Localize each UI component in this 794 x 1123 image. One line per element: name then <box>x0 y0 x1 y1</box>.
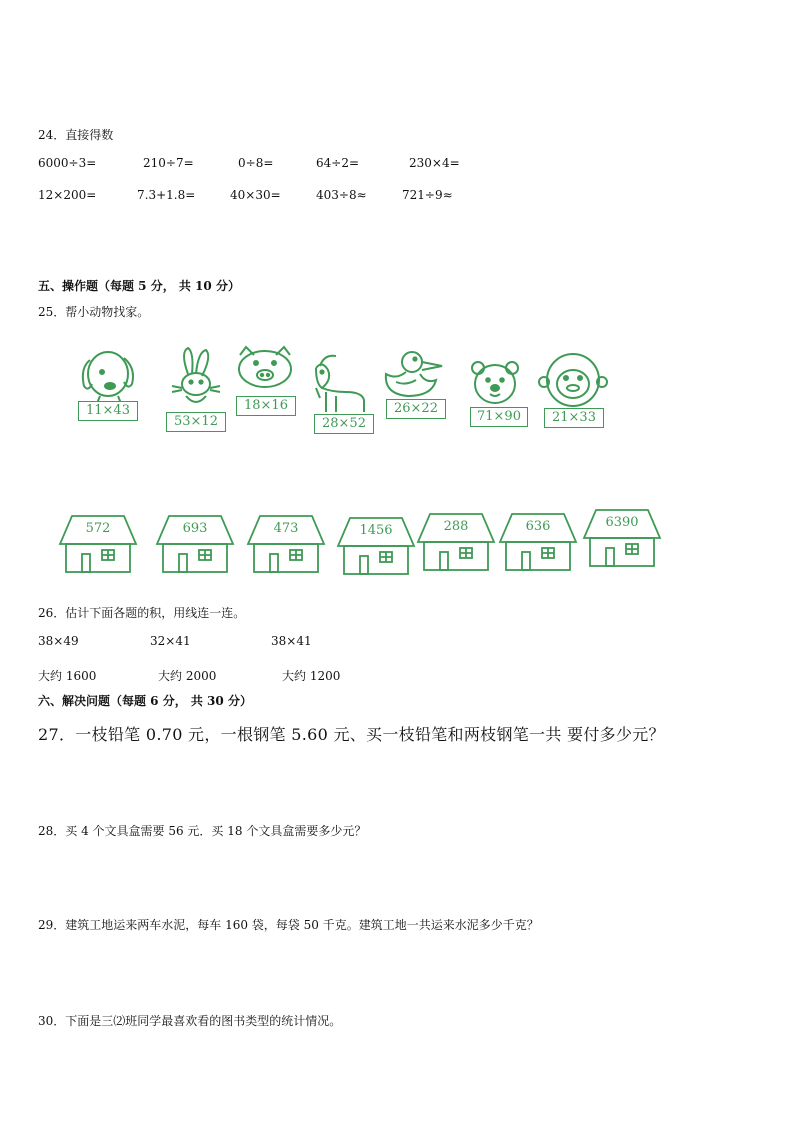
q29-text: 29．建筑工地运来两车水泥，每车 160 袋，每袋 50 千克。建筑工地一共运来水泥多少千克？ <box>38 918 539 932</box>
q24-item: 40×30= <box>230 188 281 202</box>
q24-item: 230×4= <box>409 156 460 170</box>
q26-estimate: 大约 1600 <box>38 669 97 683</box>
house-icon <box>416 512 496 572</box>
house-number: 473 <box>273 521 299 536</box>
animal-sign: 18×16 <box>236 396 296 416</box>
section-title: 六、解决问题（每题 6 分， 共 30 分） <box>38 694 252 708</box>
q24-item: 210÷7= <box>143 156 194 170</box>
q25-title: 25．帮小动物找家。 <box>38 305 150 319</box>
animal-sign: 28×52 <box>314 414 374 434</box>
house-number: 6390 <box>605 515 639 530</box>
house-number: 693 <box>182 521 208 536</box>
house-number: 288 <box>443 519 469 534</box>
q26-expr: 38×41 <box>271 634 312 648</box>
house-number: 636 <box>525 519 551 534</box>
house-number: 572 <box>85 521 111 536</box>
duck-icon <box>382 348 448 402</box>
q24-item: 0÷8= <box>238 156 274 170</box>
q24-item: 64÷2= <box>316 156 360 170</box>
q26-estimate: 大约 1200 <box>282 669 341 683</box>
animal-sign: 71×90 <box>470 407 528 427</box>
q26-estimate: 大约 2000 <box>158 669 217 683</box>
house-icon <box>58 514 138 574</box>
q26-title: 26．估计下面各题的积，用线连一连。 <box>38 606 246 620</box>
house-icon <box>336 516 416 576</box>
q24-title: 24．直接得数 <box>38 128 114 142</box>
bear-icon <box>468 358 522 408</box>
q27-text: 27．一枝铅笔 0.70 元，一根钢笔 5.60 元、买一枝铅笔和两枝钢笔一共 要付多少元？ <box>38 725 665 744</box>
monkey-icon <box>538 352 608 410</box>
q26-expr: 38×49 <box>38 634 79 648</box>
q30-text: 30．下面是三⑵班同学最喜欢看的图书类型的统计情况。 <box>38 1014 342 1028</box>
animal-sign: 21×33 <box>544 408 604 428</box>
goat-icon <box>306 352 372 414</box>
q24-item: 6000÷3= <box>38 156 97 170</box>
q28-text: 28．买 4 个文具盒需要 56 元．买 18 个文具盒需要多少元？ <box>38 824 367 838</box>
q24-item: 721÷9≈ <box>402 188 453 202</box>
house-number: 1456 <box>359 523 393 538</box>
pig-icon <box>234 345 296 395</box>
section-title: 五、操作题（每题 5 分， 共 10 分） <box>38 279 240 293</box>
q24-item: 403÷8≈ <box>316 188 367 202</box>
q24-item: 12×200= <box>38 188 97 202</box>
house-icon <box>582 508 662 568</box>
animal-sign: 26×22 <box>386 399 446 419</box>
q24-item: 7.3+1.8= <box>137 188 196 202</box>
q26-expr: 32×41 <box>150 634 191 648</box>
animal-sign: 11×43 <box>78 401 138 421</box>
animal-sign: 53×12 <box>166 412 226 432</box>
rabbit-icon <box>166 346 230 416</box>
house-icon <box>246 514 326 574</box>
house-icon <box>498 512 578 572</box>
house-icon <box>155 514 235 574</box>
